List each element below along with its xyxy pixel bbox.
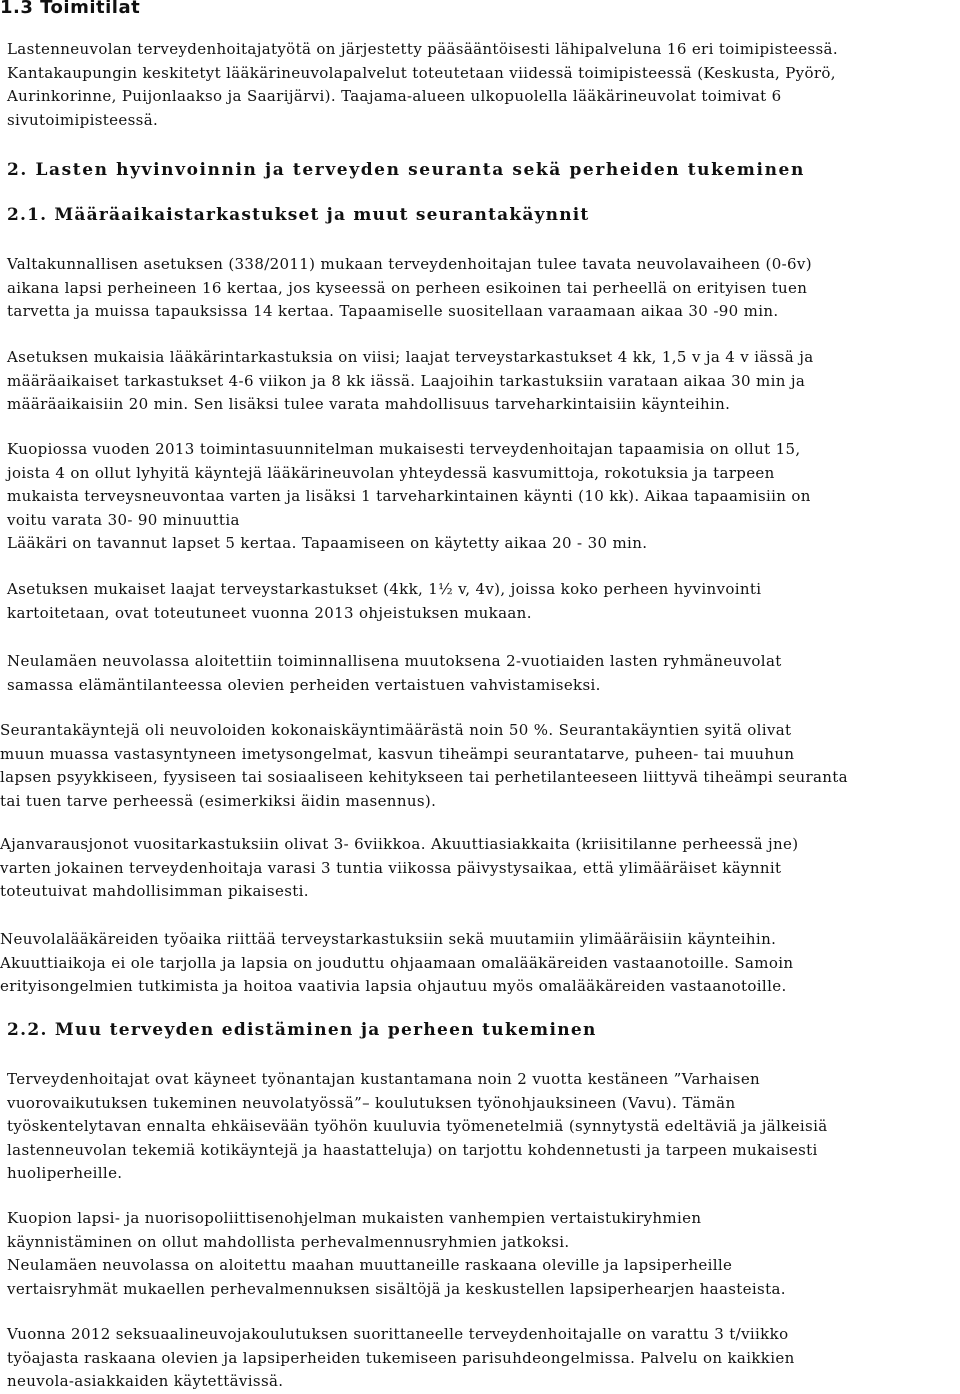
text-line: määräaikaiset tarkastukset 4-6 viikon ja 8 kk iässä. Laajoihin tarkastuksiin varataan aikaa 30 min ja <box>7 371 806 390</box>
text-line: tarvetta ja muissa tapauksissa 14 kertaa. Tapaamiselle suositellaan varaamaan aikaa 30 -90 min. <box>7 302 779 320</box>
text-line: vuorovaikutuksen tukeminen neuvolatyössä”– koulutuksen työnohjauksineen (Vavu). Tämän <box>7 1093 736 1112</box>
text-line: Neuvolalääkäreiden työaika riittää terveystarkastuksiin sekä muutamiin ylimääräisiin käynteihin. <box>0 930 777 948</box>
text-line: kartoitetaan, ovat toteutuneet vuonna 2013 ohjeistuksen mukaan. <box>7 603 532 622</box>
text-line: neuvola-asiakkaiden käytettävissä. <box>7 1372 284 1390</box>
text-line: Neulamäen neuvolassa on aloitettu maahan muuttaneille raskaana oleville ja lapsiperheille <box>7 1256 733 1274</box>
text-line: Asetuksen mukaiset laajat terveystarkastukset (4kk, 1½ v, 4v), joissa koko perheen hyvinvointi <box>7 580 762 598</box>
text-line: Akuuttiaikoja ei ole tarjolla ja lapsia on jouduttu ohjaamaan omalääkäreiden vastaanotoille. Samoin <box>0 953 794 972</box>
text-line: lastenneuvolan tekemiä kotikäyntejä ja haastatteluja) on tarjottu kohdennetusti ja tarpeen mukaisesti <box>7 1140 818 1159</box>
text-line: sivutoimipisteessä. <box>7 110 159 129</box>
text-line: huoliperheille. <box>7 1164 123 1182</box>
text-line: Valtakunnallisen asetuksen (338/2011) mukaan terveydenhoitajan tulee tavata neuvolavaiheen (0-6v) <box>7 255 812 273</box>
text-line: voitu varata 30- 90 minuuttia <box>7 510 240 529</box>
paragraph-seksuaalineuvonta <box>7 1323 795 1394</box>
text-line: Seurantakäyntejä oli neuvoloiden kokonaiskäyntimäärästä noin 50 %. Seurantakäyntien syitä olivat <box>0 721 792 739</box>
paragraph-neulamaki-ryhmaneuvolat <box>7 650 782 697</box>
text-line: erityisongelmien tutkimista ja hoitoa vaativia lapsia ohjautuu myös omalääkäreiden vastaanotoille. <box>0 977 787 995</box>
text-line: vertaisryhmät mukaellen perhevalmennuksen sisältöjä ja keskustellen lapsiperhearjen haasteista. <box>7 1279 786 1298</box>
text-line: Kantakaupungin keskitetyt lääkärineuvolapalvelut toteutetaan viidessä toimipisteessä (Keskusta, Pyörö, <box>7 63 836 82</box>
section-heading-2-1: 2.1. Määräaikaistarkastukset ja muut seurantakäynnit <box>7 205 590 225</box>
text-line: määräaikaisiin 20 min. Sen lisäksi tulee varata mahdollisuus tarveharkintaisiin käynteihin. <box>7 395 731 413</box>
paragraph-neuvolalaakarit <box>0 928 793 999</box>
text-line: Kuopiossa vuoden 2013 toimintasuunnitelman mukaisesti terveydenhoitajan tapaamisia on ollut 15, <box>7 440 801 458</box>
text-line: tai tuen tarve perheessä (esimerkiksi äidin masennus). <box>0 791 437 810</box>
paragraph-vertaistukiryhmat <box>7 1207 786 1301</box>
text-line: joista 4 on ollut lyhyitä käyntejä lääkärineuvolan yhteydessä kasvumittoja, rokotuksia ja tarpeen <box>7 463 775 482</box>
paragraph-kuopio-2013 <box>7 438 811 556</box>
text-line: Lääkäri on tavannut lapset 5 kertaa. Tapaamiseen on käytetty aikaa 20 - 30 min. <box>7 534 648 552</box>
paragraph-ajanvarausjonot <box>0 833 798 904</box>
text-line: Ajanvarausjonot vuositarkastuksiin olivat 3- 6viikkoa. Akuuttiasiakkaita (kriisitilanne perheessä jne) <box>0 835 799 853</box>
paragraph-laajat-terveystarkastukset <box>7 578 761 625</box>
paragraph-toimitilat <box>7 38 838 132</box>
paragraph-valtakunnallinen-asetus <box>7 253 812 324</box>
paragraph-vavu-koulutus <box>7 1068 828 1186</box>
text-line: Vuonna 2012 seksuaalineuvojakoulutuksen suorittaneelle terveydenhoitajalle on varattu 3 t/viikko <box>7 1325 789 1343</box>
text-line: Neulamäen neuvolassa aloitettiin toiminnallisena muutoksena 2-vuotiaiden lasten ryhmäneuvolat <box>7 652 782 670</box>
text-line: Asetuksen mukaisia lääkärintarkastuksia on viisi; laajat terveystarkastukset 4 kk, 1,5 v ja 4 v iässä ja <box>7 348 814 366</box>
text-line: Lastenneuvolan terveydenhoitajatyötä on järjestetty pääsääntöisesti lähipalveluna 16 eri toimipisteessä. <box>7 40 838 58</box>
text-line: muun muassa vastasyntyneen imetysongelmat, kasvun tiheämpi seurantatarve, puheen- tai muuhun <box>0 744 795 763</box>
section-heading-2: 2. Lasten hyvinvoinnin ja terveyden seuranta sekä perheiden tukeminen <box>7 160 805 180</box>
paragraph-seurantakaynnit <box>0 719 848 813</box>
text-line: varten jokainen terveydenhoitaja varasi 3 tuntia viikossa päivystysaikaa, että ylimääräiset käynnit <box>0 858 782 877</box>
text-line: toteutuivat mahdollisimman pikaisesti. <box>0 882 309 900</box>
section-heading-1-3: 1.3 Toimitilat <box>0 0 141 18</box>
text-line: Aurinkorinne, Puijonlaakso ja Saarijärvi). Taajama-alueen ulkopuolella lääkärineuvolat toimivat 6 <box>7 87 782 105</box>
text-line: mukaista terveysneuvontaa varten ja lisäksi 1 tarveharkintainen käynti (10 kk). Aikaa tapaamisiin on <box>7 487 811 505</box>
text-line: käynnistäminen on ollut mahdollista perhevalmennusryhmien jatkoksi. <box>7 1232 570 1251</box>
text-line: samassa elämäntilanteessa olevien perheiden vertaistuen vahvistamiseksi. <box>7 675 601 694</box>
text-line: työajasta raskaana olevien ja lapsiperheiden tukemiseen parisuhdeongelmissa. Palvelu on kaikkien <box>7 1348 795 1367</box>
text-line: lapsen psyykkiseen, fyysiseen tai sosiaaliseen kehitykseen tai perhetilanteeseen liittyvä tiheämpi seuranta <box>0 768 848 786</box>
text-line: aikana lapsi perheineen 16 kertaa, jos kyseessä on perheen esikoinen tai perheellä on erityisen tuen <box>7 278 808 297</box>
text-line: työskentelytavan ennalta ehkäisevään työhön kuuluvia työmenetelmiä (synnytystä edeltäviä ja jälkeisiä <box>7 1117 828 1135</box>
section-heading-2-2: 2.2. Muu terveyden edistäminen ja perheen tukeminen <box>7 1020 597 1040</box>
paragraph-laakarintarkastukset <box>7 346 814 417</box>
text-line: Kuopion lapsi- ja nuorisopoliittisenohjelman mukaisten vanhempien vertaistukiryhmien <box>7 1209 702 1227</box>
text-line: Terveydenhoitajat ovat käyneet työnantajan kustantamana noin 2 vuotta kestäneen ”Varhaisen <box>7 1070 761 1088</box>
